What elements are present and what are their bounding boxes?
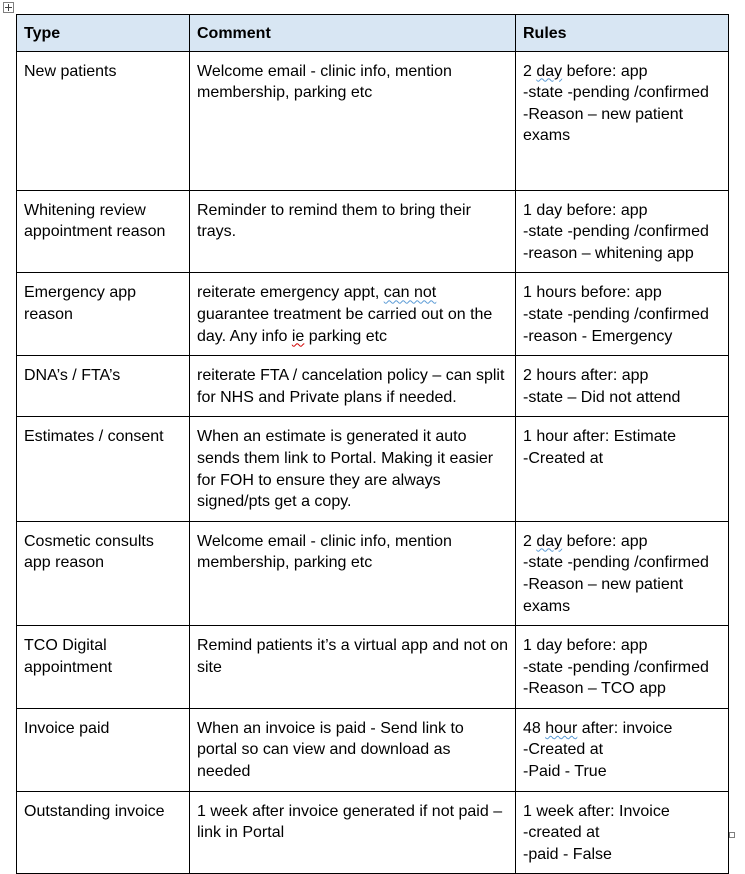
rule-line: 1 day before: app xyxy=(523,637,648,655)
rule-line: -paid - False xyxy=(523,845,612,863)
cell-type[interactable]: TCO Digital appointment xyxy=(17,626,190,709)
rule-line: -Created at xyxy=(523,741,604,759)
cell-rules[interactable] xyxy=(516,190,729,273)
table-header-row xyxy=(17,15,729,52)
rule-line: -state -pending /confirmed xyxy=(523,305,709,323)
rule-line: -reason – whitening app xyxy=(523,244,694,262)
cell-comment[interactable]: When an invoice is paid - Send link to portal so can view and download as needed xyxy=(190,708,516,791)
rule-line: -created at xyxy=(523,824,600,842)
rule-line: -Paid - True xyxy=(523,763,607,781)
rule-text: 48 xyxy=(523,719,546,737)
grammar-flag: day xyxy=(536,62,563,80)
table-row xyxy=(17,626,729,709)
cell-type[interactable]: Estimates / consent xyxy=(17,417,190,521)
comment-text: reiterate emergency appt, xyxy=(197,284,384,302)
cell-type[interactable]: Cosmetic consults app reason xyxy=(17,521,190,625)
comment-text: parking etc xyxy=(304,327,388,345)
rule-line: -Reason – new patient exams xyxy=(523,105,684,145)
comment-text: guarantee treatment be carried out on the day. Any info xyxy=(197,305,493,345)
cell-rules[interactable] xyxy=(516,708,729,791)
rule-text: before: app xyxy=(562,532,648,550)
spelling-flag: ie xyxy=(291,327,305,345)
cell-type[interactable]: DNA’s / FTA’s xyxy=(17,356,190,417)
cell-comment[interactable]: Welcome email - clinic info, mention membership, parking etc xyxy=(190,521,516,625)
cell-type[interactable]: Whitening review appointment reason xyxy=(17,190,190,273)
rule-line xyxy=(523,61,721,83)
table-row xyxy=(17,356,729,417)
cell-type[interactable]: Invoice paid xyxy=(17,708,190,791)
cell-comment[interactable]: Remind patients it’s a virtual app and not on site xyxy=(190,626,516,709)
rule-line xyxy=(523,718,721,740)
rule-line: 1 day before: app xyxy=(523,201,648,219)
rule-line: -state -pending /confirmed xyxy=(523,658,709,676)
grammar-flag: hour xyxy=(545,719,578,737)
rule-line: -state -pending /confirmed xyxy=(523,223,709,241)
grammar-flag: day xyxy=(536,532,563,550)
grammar-flag: can not xyxy=(383,284,437,302)
cell-rules[interactable] xyxy=(516,521,729,625)
table-row xyxy=(17,791,729,874)
cell-rules[interactable] xyxy=(516,356,729,417)
rule-text: 2 xyxy=(523,62,537,80)
rules-table xyxy=(16,14,729,874)
cell-rules[interactable] xyxy=(516,791,729,874)
cell-comment[interactable]: 1 week after invoice generated if not paid – link in Portal xyxy=(190,791,516,874)
rule-line: -state -pending /confirmed xyxy=(523,84,709,102)
rule-line: -state – Did not attend xyxy=(523,388,681,406)
cell-comment[interactable]: Reminder to remind them to bring their trays. xyxy=(190,190,516,273)
table-row xyxy=(17,708,729,791)
rule-line: 1 hour after: Estimate xyxy=(523,428,676,446)
rule-line: -Reason – TCO app xyxy=(523,680,666,698)
rule-line: -reason - Emergency xyxy=(523,327,673,345)
rule-line: 1 week after: Invoice xyxy=(523,802,670,820)
cell-rules[interactable] xyxy=(516,273,729,356)
rule-text: 2 xyxy=(523,532,537,550)
cell-rules[interactable] xyxy=(516,51,729,190)
table-row xyxy=(17,273,729,356)
cell-type[interactable]: New patients xyxy=(17,51,190,190)
table-row xyxy=(17,521,729,625)
cell-comment[interactable] xyxy=(190,273,516,356)
rule-text: after: invoice xyxy=(577,719,673,737)
header-comment: Comment xyxy=(190,15,516,52)
rule-text: before: app xyxy=(562,62,648,80)
cell-rules[interactable] xyxy=(516,626,729,709)
header-rules: Rules xyxy=(516,15,729,52)
rule-line: 2 hours after: app xyxy=(523,367,649,385)
rule-line: -Created at xyxy=(523,449,604,467)
cell-comment[interactable]: When an estimate is generated it auto sends them link to Portal. Making it easier for FOH to ensure they are always signed/pts get a copy. xyxy=(190,417,516,521)
cell-comment[interactable]: reiterate FTA / cancelation policy – can split for NHS and Private plans if needed. xyxy=(190,356,516,417)
cell-comment[interactable]: Welcome email - clinic info, mention membership, parking etc xyxy=(190,51,516,190)
rule-line: -Reason – new patient exams xyxy=(523,575,684,615)
table-row xyxy=(17,417,729,521)
cell-rules[interactable] xyxy=(516,417,729,521)
table-row xyxy=(17,51,729,190)
cell-type[interactable]: Outstanding invoice xyxy=(17,791,190,874)
header-type: Type xyxy=(17,15,190,52)
table-resize-handle-icon[interactable] xyxy=(729,832,735,838)
table-move-handle-icon[interactable] xyxy=(3,2,14,13)
cell-type[interactable]: Emergency app reason xyxy=(17,273,190,356)
table-row xyxy=(17,190,729,273)
rule-line: -state -pending /confirmed xyxy=(523,554,709,572)
rule-line: 1 hours before: app xyxy=(523,284,662,302)
rule-line xyxy=(523,531,721,553)
